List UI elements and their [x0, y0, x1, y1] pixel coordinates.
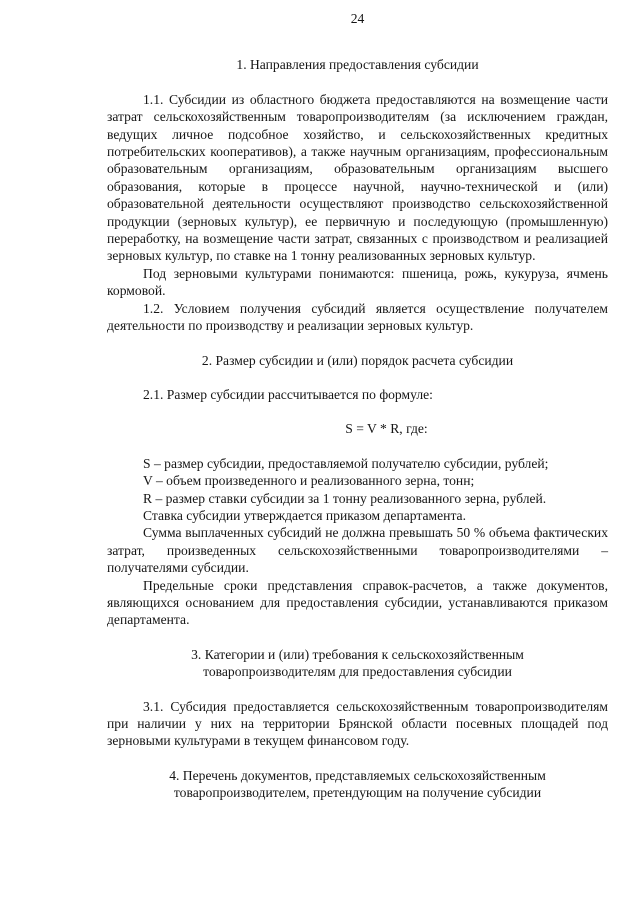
spacer: [107, 369, 608, 386]
page-number: 24: [350, 11, 365, 26]
spacer: [107, 750, 608, 767]
paragraph-grain-definition: Под зерновыми культурами понимаются: пшеница, рожь, кукуруза, ячмень кормовой.: [107, 265, 608, 299]
paragraph-2-1: 2.1. Размер субсидии рассчитывается по формуле:: [143, 386, 433, 402]
spacer: [107, 74, 608, 91]
paragraph-limit: Сумма выплаченных субсидий не должна превышать 50 % объема фактических затрат, произведенных сельскохозяйственными товаропроизводителями – получателями субсидии.: [107, 525, 608, 576]
definition-v: V – объем произведенного и реализованного зерна, тонн;: [143, 473, 475, 489]
spacer: [107, 438, 608, 455]
section-2-heading: 2. Размер субсидии и (или) порядок расчета субсидии: [201, 352, 514, 368]
spacer: [107, 629, 608, 646]
paragraph-3-1: 3.1. Субсидия предоставляется сельскохозяйственным товаропроизводителям при наличии у них на территории Брянской области посевных площадей под зерновыми культурами в текущем финансовом году.: [107, 698, 608, 749]
spacer: [107, 403, 608, 420]
section-1-heading: 1. Направления предоставления субсидии: [236, 57, 479, 73]
section-3-heading-line-2: товаропроизводителям для предоставления субсидии: [203, 664, 512, 680]
definition-s: S – размер субсидии, предоставляемой получателю субсидии, рублей;: [143, 455, 549, 471]
definition-r: R – размер ставки субсидии за 1 тонну реализованного зерна, рублей.: [143, 490, 547, 506]
section-4-heading-line-2: товаропроизводителем, претендующим на получение субсидии: [173, 785, 542, 801]
paragraph-deadlines: Предельные сроки представления справок-расчетов, а также документов, являющихся основанием для предоставления субсидии, устанавливаются приказом департамента.: [107, 577, 608, 628]
formula: S = V * R, где:: [345, 421, 428, 437]
spacer: [107, 335, 608, 352]
paragraph-rate: Ставка субсидии утверждается приказом департамента.: [143, 507, 466, 523]
section-3-heading-line-1: 3. Категории и (или) требования к сельскохозяйственным: [191, 646, 524, 662]
spacer: [107, 681, 608, 698]
paragraph-1-1: 1.1. Субсидии из областного бюджета предоставляются на возмещение части затрат сельскохозяйственным товаропроизводителям (за исключением граждан, ведущих личное подсобное хозяйство, и сельскохозяйственных кредитных потребительских кооперативов), а также научным организациям, профессиональным образовательным организациям, образовательным организациям высшего образования, которые в процессе научной, научно-технической и (или) образовательной деятельности осуществляют производство сельскохозяйственной продукции (зерновых культур), ее первичную и последующую (промышленную) переработку, на возмещение части затрат, связанных с производством и реализацией зерновых культур, по ставке на 1 тонну реализованных зерновых культур.: [107, 91, 608, 264]
section-4-heading-line-1: 4. Перечень документов, представляемых сельскохозяйственным: [169, 767, 546, 783]
paragraph-1-2: 1.2. Условием получения субсидий является осуществление получателем деятельности по производству и реализации зерновых культур.: [107, 300, 608, 334]
